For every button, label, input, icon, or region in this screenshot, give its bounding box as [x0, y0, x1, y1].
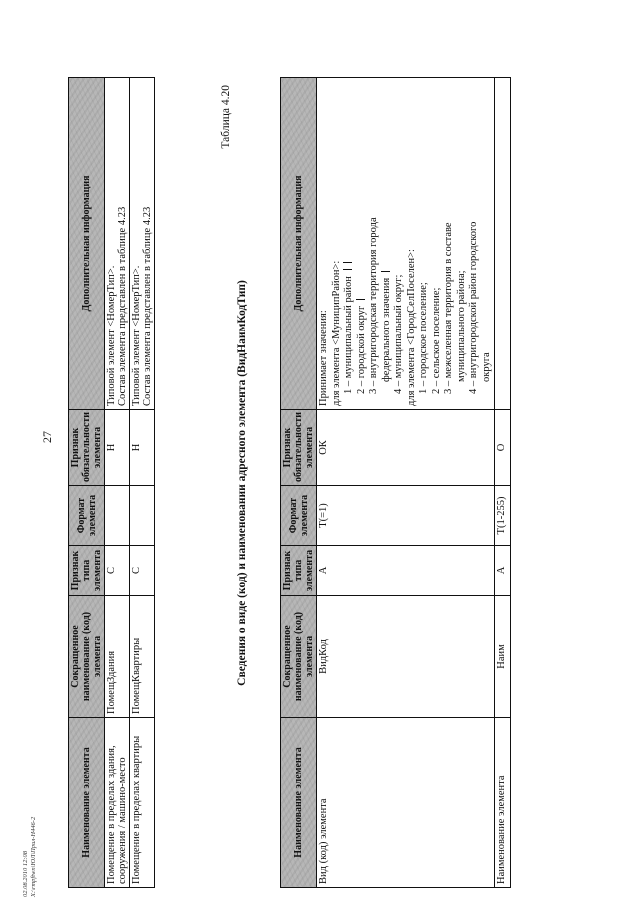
- info-line: округа: [480, 352, 492, 382]
- info-line: 3 – межселенная территория в составе: [443, 222, 454, 394]
- cell-name: Вид (код) элемента: [317, 718, 495, 888]
- cell-type: С: [105, 546, 130, 596]
- table-4-20: [280, 77, 511, 888]
- cell-name: Помещение в пределах квартиры: [130, 718, 155, 888]
- separator-mark: [343, 262, 352, 263]
- cell-type: А: [495, 546, 511, 596]
- footer-timestamp: 02.08.2010 12:08: [22, 850, 29, 897]
- table-caption: Сведения о виде (код) и наименовании адресного элемента (ВидНаимКодТип): [236, 280, 248, 686]
- info-line: 4 – внутригородской район городского: [468, 221, 479, 394]
- header-required: Признак обязательности элемента: [69, 410, 105, 486]
- cell-name: Наименование элемента: [495, 718, 511, 888]
- cell-short: ПомещКвартиры: [130, 596, 155, 718]
- header-type: Признак типа элемента: [69, 546, 105, 596]
- cell-name: Помещение в пределах здания, сооружения / машино-место: [105, 718, 130, 888]
- info-line: 2 – городской округ: [356, 81, 369, 406]
- table-row: [495, 78, 511, 888]
- table-header-row: [69, 78, 105, 888]
- table-address-elements-continued: [68, 77, 155, 888]
- cell-info: [130, 78, 155, 410]
- info-line: муниципального района;: [455, 270, 467, 382]
- info-line: 1 – городское поселение;: [418, 282, 429, 394]
- separator-mark: [343, 269, 352, 270]
- table-header-row: [281, 78, 317, 888]
- header-short: Сокращенное наименование (код) элемента: [69, 596, 105, 718]
- cell-info: [105, 78, 130, 410]
- info-line: для элемента <МуниципРайон>:: [330, 260, 342, 406]
- cell-short: ВидКод: [317, 596, 495, 718]
- cell-required: О: [495, 410, 511, 486]
- separator-mark: [356, 299, 365, 300]
- info-line: 4 – муниципальный округ;: [393, 274, 404, 394]
- info-line: Состав элемента представлен в таблице 4.23: [117, 206, 128, 406]
- header-short: Сокращенное наименование (код) элемента: [281, 596, 317, 718]
- cell-format: T(1-255): [495, 486, 511, 546]
- info-line: Принимает значения:: [318, 310, 329, 406]
- table-number-label: Таблица 4.20: [220, 85, 232, 149]
- info-line: Типовой элемент <НомерТип>.: [131, 265, 142, 406]
- cell-format: [105, 486, 130, 546]
- info-line: 2 – сельское поселение;: [430, 287, 442, 394]
- cell-format: T(=1): [317, 486, 495, 546]
- cell-info: [317, 78, 495, 410]
- info-line: для элемента <ГородСелПоселен>:: [405, 249, 417, 406]
- rotated-page-content: [48, 43, 588, 888]
- header-info: Дополнительная информация: [281, 78, 317, 410]
- cell-required: Н: [130, 410, 155, 486]
- table-row: [130, 78, 155, 888]
- cell-required: Н: [105, 410, 130, 486]
- cell-short: ПомещЗдания: [105, 596, 130, 718]
- header-name: Наименование элемента: [69, 718, 105, 888]
- cell-info: [495, 78, 511, 410]
- header-format: Формат элемента: [281, 486, 317, 546]
- header-name: Наименование элемента: [281, 718, 317, 888]
- info-line: Состав элемента представлен в таблице 4.23: [142, 206, 153, 406]
- footer-stamp: [22, 817, 38, 897]
- table-row: [317, 78, 495, 888]
- header-required: Признак обязательности элемента: [281, 410, 317, 486]
- info-line: федерального значения: [381, 81, 394, 406]
- separator-mark: [381, 271, 390, 272]
- cell-format: [130, 486, 155, 546]
- footer-path: X:\rmpftwn\ЮЛ\Прил-Н446-2: [30, 816, 37, 897]
- cell-short: Наим: [495, 596, 511, 718]
- info-line: Типовой элемент <НомерТип>.: [106, 265, 117, 406]
- cell-required: ОК: [317, 410, 495, 486]
- header-format: Формат элемента: [69, 486, 105, 546]
- cell-type: А: [317, 546, 495, 596]
- cell-type: С: [130, 546, 155, 596]
- info-line: 3 – внутригородская территория города: [368, 217, 379, 394]
- header-type: Признак типа элемента: [281, 546, 317, 596]
- table-row: [105, 78, 130, 888]
- header-info: Дополнительная информация: [69, 78, 105, 410]
- info-line: 1 – муниципальный район: [343, 81, 356, 406]
- page-number: 27: [40, 431, 54, 443]
